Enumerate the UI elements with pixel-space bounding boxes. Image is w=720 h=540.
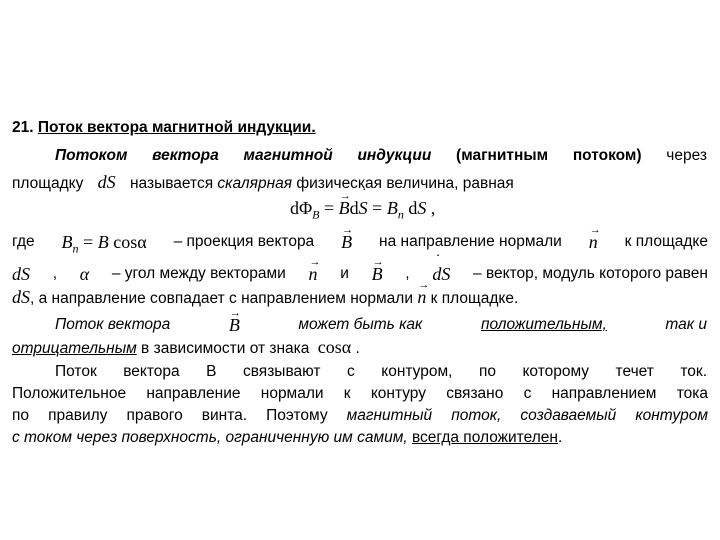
text: Положительное направление нормали к контуру связано с направлением тока (12, 385, 708, 402)
p3-line1 (55, 315, 707, 335)
text: через (666, 147, 707, 164)
p4-line4 (12, 428, 562, 448)
p4-line2 (12, 384, 708, 404)
vector-B: → B (341, 232, 352, 259)
vector-dS: ˙ dS (432, 264, 450, 284)
text: Поток вектора (55, 316, 171, 333)
text: к площадке. (430, 290, 519, 307)
vector-n: → n (309, 264, 318, 284)
text: физическая величина, равная (296, 175, 514, 192)
vector-n: → n (417, 287, 426, 307)
text: – проекция вектора (173, 233, 315, 250)
math-dS: dS (12, 287, 30, 307)
text-always-positive: всегда положителен (411, 429, 558, 446)
flux-formula: $d\Phi_B$ = → Bd˙ $S = B_n$ dS , (290, 198, 435, 225)
p2-line2: dS , α – угол между векторами → n и → B , ˙ dS – вектор, модуль которого равен (12, 264, 708, 284)
text: где (12, 233, 35, 250)
text: площадку (12, 175, 84, 192)
text: скалярная (217, 175, 292, 192)
text: так и (665, 316, 707, 333)
text: называется (129, 175, 214, 192)
text: Поток вектора B связывают с контуром, по которому течет ток. (55, 363, 707, 380)
vector-B: → B (372, 264, 383, 284)
math-dS: dS (12, 264, 30, 284)
text: . (355, 340, 360, 357)
text: , а направление совпадает с направлением нормали (30, 290, 414, 307)
p2-line3 (12, 287, 518, 309)
section-heading (12, 118, 316, 138)
text: . (557, 429, 563, 446)
p4-line1 (55, 362, 707, 382)
text: к площадке (624, 233, 708, 250)
text: по правилу правого винта. Поэтому (12, 407, 328, 424)
text: магнитный поток, создаваемый контуром (346, 407, 708, 424)
vector-B: → B (229, 315, 240, 335)
math-cos-alpha: cosα (317, 337, 352, 357)
text-positive: положительным, (480, 316, 607, 333)
vector-n: → n (589, 232, 598, 259)
text: и (340, 265, 349, 282)
p1-line1 (55, 146, 707, 166)
definition-term: Потоком вектора магнитной индукции (55, 147, 432, 164)
text: – угол между векторами (111, 265, 286, 282)
text-negative: отрицательным (12, 340, 137, 357)
text: – вектор, модуль которого равен (473, 265, 708, 282)
section-title: Поток вектора магнитной индукции. (37, 119, 316, 136)
p4-line3 (12, 406, 708, 426)
text: с током через поверхность, ограниченную им самим, (12, 429, 408, 446)
math-dS: dS (97, 172, 116, 192)
text: в зависимости от знака (141, 340, 310, 357)
p2-line1 (12, 232, 708, 259)
math-Bn-formula: $B_n = B$ cosα (61, 232, 147, 256)
text: на направление нормали (379, 233, 562, 250)
definition-alt-term: (магнитным потоком) (456, 147, 642, 164)
p3-line2 (12, 337, 360, 359)
section-number: 21. (12, 119, 34, 136)
math-alpha: α (79, 264, 90, 284)
p1-line2 (12, 172, 514, 194)
text: может быть как (298, 316, 423, 333)
